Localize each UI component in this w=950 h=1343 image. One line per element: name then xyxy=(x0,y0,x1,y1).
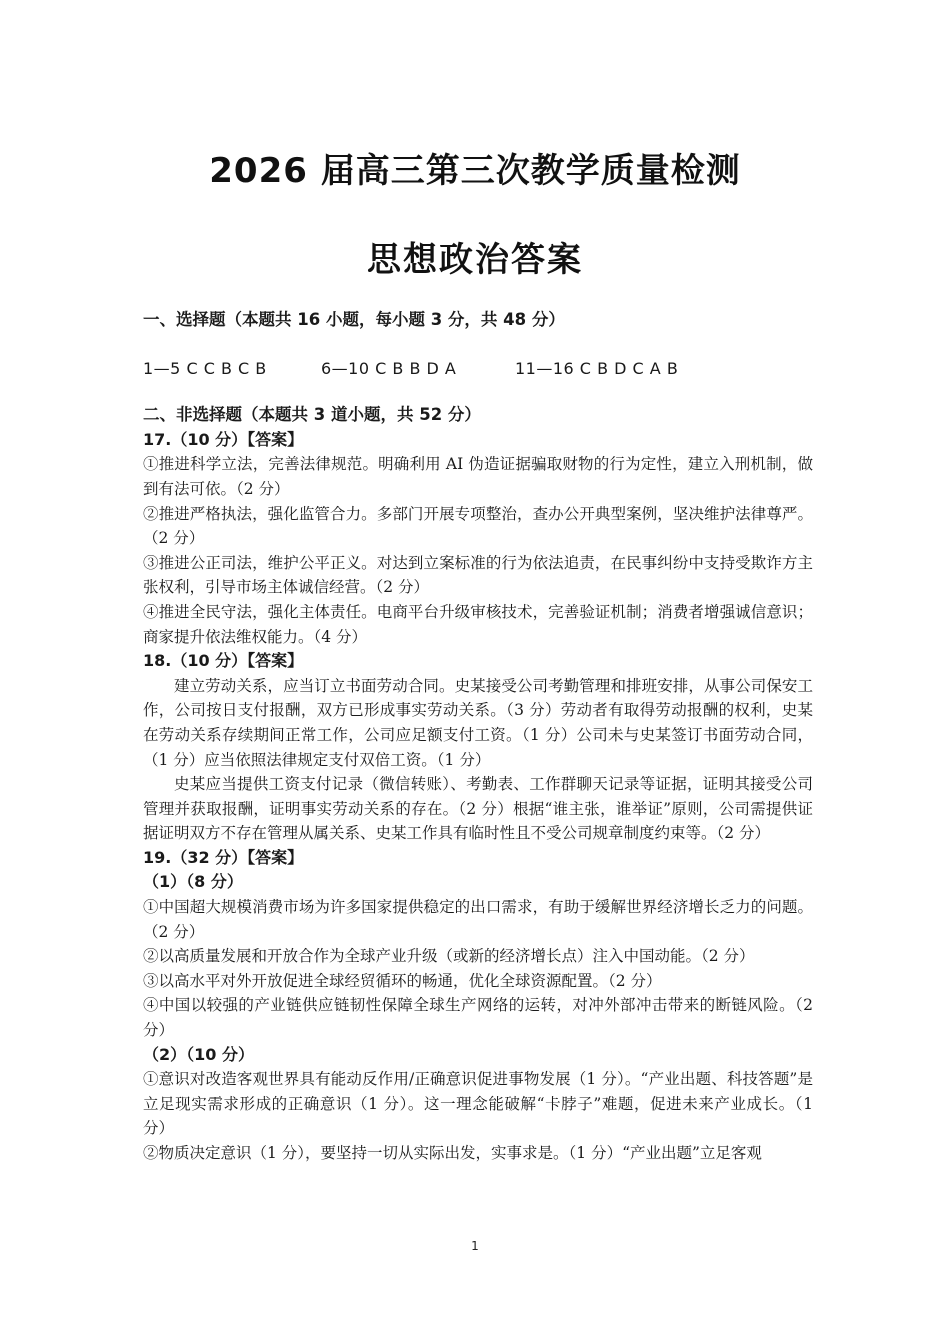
q19-part1-point-4: ④中国以较强的产业链供应链韧性保障全球生产网络的运转，对冲外部冲击带来的断链风险。（2 分） xyxy=(143,996,813,1040)
document-title: 2026 届高三第三次教学质量检测 xyxy=(209,151,741,191)
q19-part2-point-2: ②物质决定意识（1 分），要坚持一切从实际出发，实事求是。（1 分）“产业出题”立足客观 xyxy=(143,1144,762,1162)
q18-paragraph-1: 建立劳动关系，应当订立书面劳动合同。史某接受公司考勤管理和排班安排，从事公司保安工作，公司按日支付报酬，双方已形成事实劳动关系。（3 分）劳动者有取得劳动报酬的权利，史某在劳动关系存续期间正常工作，公司应足额支付工资。（1 分）公司未与史某签订书面劳动合同，（1 分）应当依照法律规定支付双倍工资。（1 分） xyxy=(143,676,813,769)
page-number: 1 xyxy=(471,1239,479,1253)
answers-11-16: 11—16 C B D C A B xyxy=(515,358,679,378)
section1-heading: 一、选择题（本题共 16 小题，每小题 3 分，共 48 分） xyxy=(143,310,565,329)
q19-part1-heading: （1）（8 分） xyxy=(143,872,243,892)
q17-point-2: ②推进严格执法，强化监管合力。多部门开展专项整治，查办公开典型案例，坚决维护法律尊严。（2 分） xyxy=(143,504,813,548)
q19-part1-point-3: ③以高水平对外开放促进全球经贸循环的畅通，优化全球资源配置。（2 分） xyxy=(143,971,662,990)
answers-6-10: 6—10 C B B D A xyxy=(321,358,457,378)
section2-heading: 二、非选择题（本题共 3 道小题，共 52 分） xyxy=(143,405,481,425)
document-body xyxy=(143,308,813,1166)
q19-part1-point-2: ②以高质量发展和开放合作为全球产业升级（或新的经济增长点）注入中国动能。（2 分） xyxy=(143,947,755,966)
q19-part2-point-1: ①意识对改造客观世界具有能动反作用/正确意识促进事物发展（1 分）。“产业出题、科技答题”是立足现实需求形成的正确意识（1 分）。这一理念能破解“卡脖子”难题，促进未来产业成长。（1 分） xyxy=(143,1070,813,1138)
q17-point-1: ①推进科学立法，完善法律规范。明确利用 AI 伪造证据骗取财物的行为定性，建立入刑机制，做到有法可依。（2 分） xyxy=(143,455,813,498)
q19-heading: 19.（32 分）【答案】 xyxy=(143,847,304,867)
answers-1-5: 1—5 C C B C B xyxy=(143,358,267,378)
document-subtitle: 思想政治答案 xyxy=(367,240,583,280)
choice-answers xyxy=(143,357,813,382)
q17-point-3: ③推进公正司法，维护公平正义。对达到立案标准的行为依法追责，在民事纠纷中支持受欺诈方主张权利，引导市场主体诚信经营。（2 分） xyxy=(143,553,813,597)
q17-point-4: ④推进全民守法，强化主体责任。电商平台升级审核技术，完善验证机制；消费者增强诚信意识；商家提升依法维权能力。（4 分） xyxy=(143,602,813,646)
q19-part2-heading: （2）（10 分） xyxy=(143,1044,254,1064)
q17-heading: 17.（10 分）【答案】 xyxy=(143,429,304,449)
q18-paragraph-2: 史某应当提供工资支付记录（微信转账）、考勤表、工作群聊天记录等证据，证明其接受公司管理并获取报酬，证明事实劳动关系的存在。（2 分）根据“谁主张，谁举证”原则，公司需提供证据证明双方不存在管理从属关系、史某工作具有临时性且不受公司规章制度约束等。（2 分） xyxy=(143,775,813,843)
q18-heading: 18.（10 分）【答案】 xyxy=(143,651,304,671)
q19-part1-point-1: ①中国超大规模消费市场为许多国家提供稳定的出口需求，有助于缓解世界经济增长乏力的问题。（2 分） xyxy=(143,898,813,941)
